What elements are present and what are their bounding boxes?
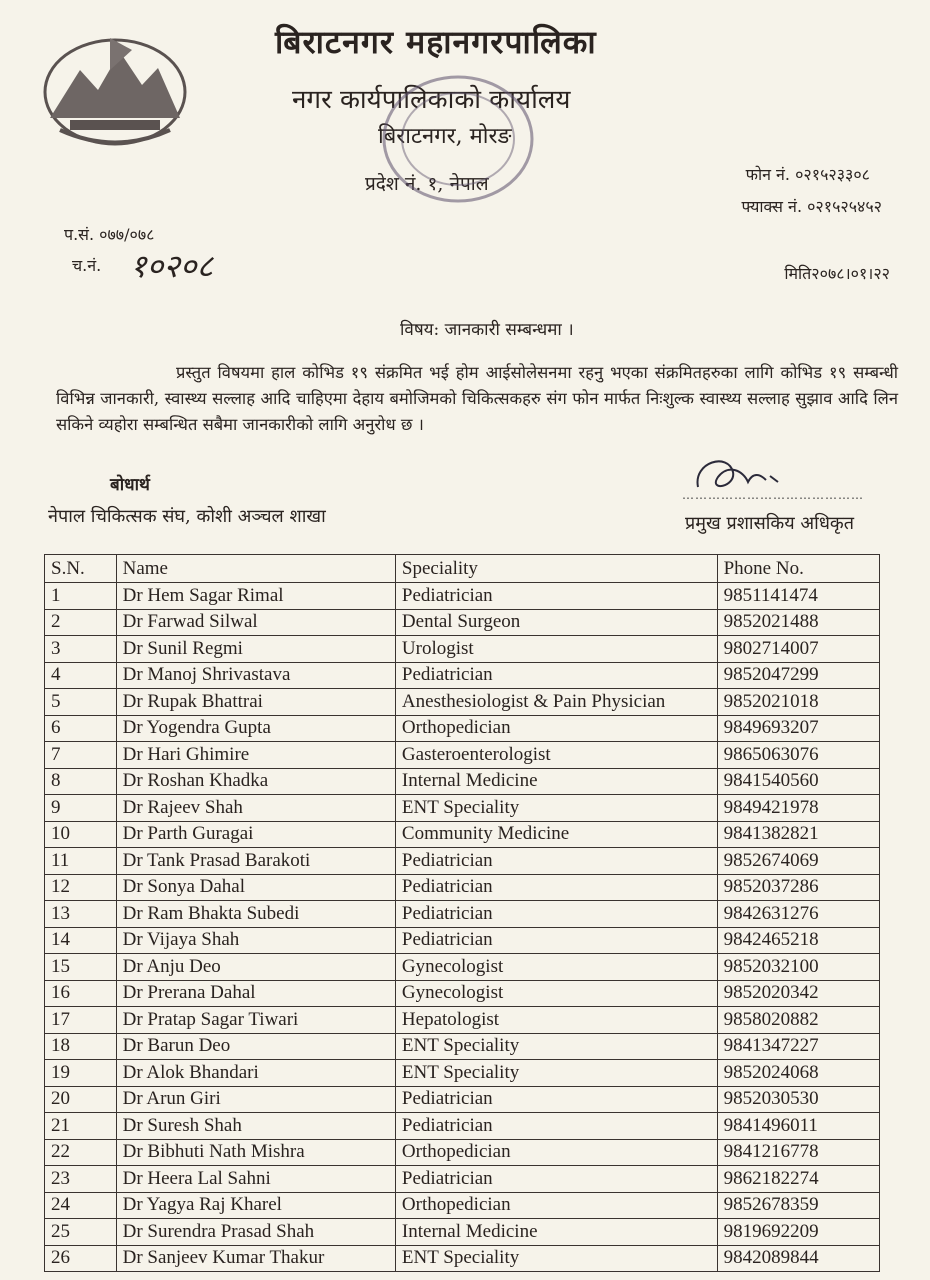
cell-speciality: Anesthesiologist & Pain Physician <box>395 689 717 716</box>
header-name: Name <box>116 555 395 583</box>
cell-sn: 24 <box>45 1192 117 1219</box>
table-row <box>45 874 880 901</box>
cell-speciality: ENT Speciality <box>395 795 717 822</box>
cell-name: Dr Hari Ghimire <box>116 742 395 769</box>
cell-speciality: Orthopedician <box>395 715 717 742</box>
cell-speciality: Urologist <box>395 636 717 663</box>
cell-sn: 4 <box>45 662 117 689</box>
cell-phone: 9865063076 <box>717 742 879 769</box>
cell-phone: 9852047299 <box>717 662 879 689</box>
cell-name: Dr Alok Bhandari <box>116 1060 395 1087</box>
cc-recipient: नेपाल चिकित्सक संघ, कोशी अञ्चल शाखा <box>48 506 326 527</box>
cell-speciality: Gasteroenterologist <box>395 742 717 769</box>
cell-phone: 9819692209 <box>717 1219 879 1246</box>
reference-number: प.सं. ०७७/०७८ <box>64 225 155 244</box>
header-sn: S.N. <box>45 555 117 583</box>
cc-label: बोधार्थ <box>110 475 150 495</box>
cell-phone: 9852021018 <box>717 689 879 716</box>
office-stamp <box>368 64 548 214</box>
office-city: बिराटनगर, मोरङ <box>378 124 512 149</box>
cell-name: Dr Sonya Dahal <box>116 874 395 901</box>
table-header-row <box>45 555 880 583</box>
cell-sn: 7 <box>45 742 117 769</box>
cell-speciality: Pediatrician <box>395 583 717 610</box>
cell-sn: 3 <box>45 636 117 663</box>
table-row <box>45 980 880 1007</box>
cell-sn: 18 <box>45 1033 117 1060</box>
cell-name: Dr Manoj Shrivastava <box>116 662 395 689</box>
table-row <box>45 1033 880 1060</box>
cell-name: Dr Barun Deo <box>116 1033 395 1060</box>
table-row <box>45 1060 880 1087</box>
cell-name: Dr Arun Giri <box>116 1086 395 1113</box>
table-row <box>45 821 880 848</box>
cell-name: Dr Heera Lal Sahni <box>116 1166 395 1193</box>
cell-name: Dr Vijaya Shah <box>116 927 395 954</box>
cell-speciality: Pediatrician <box>395 1166 717 1193</box>
fax-number: फ्याक्स नं. ०२१५२५४५२ <box>741 197 882 216</box>
cell-speciality: ENT Speciality <box>395 1245 717 1272</box>
letter-body: प्रस्तुत विषयमा हाल कोभिड १९ संक्रमित भई होम आईसोलेसनमा रहनु भएका संक्रमितहरुका लागि कोभिड १९ सम्बन्धी विभिन्न जानकारी, स्वास्थ्य सल्लाह आदि चाहिएमा देहाय बमोजिमको चिकित्सकहरु संग फोन मार्फत निःशुल्क स्वास्थ्य सल्लाह सुझाव आदि लिन सकिने व्यहोरा सम्बन्धित सबैमा जानकारीको लागि अनुरोध छ । <box>56 363 898 434</box>
header-speciality: Speciality <box>395 555 717 583</box>
cell-phone: 9841347227 <box>717 1033 879 1060</box>
table-row <box>45 1245 880 1272</box>
cell-sn: 16 <box>45 980 117 1007</box>
table-row <box>45 689 880 716</box>
cell-speciality: Orthopedician <box>395 1139 717 1166</box>
cell-phone: 9852032100 <box>717 954 879 981</box>
cell-name: Dr Farwad Silwal <box>116 609 395 636</box>
office-province: प्रदेश नं. १, नेपाल <box>365 173 489 195</box>
cell-speciality: Pediatrician <box>395 874 717 901</box>
cell-speciality: ENT Speciality <box>395 1060 717 1087</box>
dispatch-number: १०२०८ <box>130 247 214 285</box>
signatory-title: प्रमुख प्रशासकिय अधिकृत <box>685 513 854 534</box>
table-row <box>45 583 880 610</box>
letter-subject: विषय: जानकारी सम्बन्धमा । <box>400 320 574 340</box>
cell-speciality: Pediatrician <box>395 927 717 954</box>
cell-sn: 11 <box>45 848 117 875</box>
table-row <box>45 715 880 742</box>
cell-sn: 22 <box>45 1139 117 1166</box>
cell-sn: 20 <box>45 1086 117 1113</box>
cell-phone: 9852021488 <box>717 609 879 636</box>
cell-name: Dr Yagya Raj Kharel <box>116 1192 395 1219</box>
cell-speciality: Gynecologist <box>395 980 717 1007</box>
doctors-table <box>44 554 880 1272</box>
cell-sn: 2 <box>45 609 117 636</box>
table-row <box>45 1007 880 1034</box>
signature-line: …………………………………… <box>682 488 864 502</box>
cell-phone: 9842089844 <box>717 1245 879 1272</box>
cell-phone: 9841540560 <box>717 768 879 795</box>
cell-sn: 8 <box>45 768 117 795</box>
cell-name: Dr Suresh Shah <box>116 1113 395 1140</box>
cell-sn: 1 <box>45 583 117 610</box>
cell-phone: 9849421978 <box>717 795 879 822</box>
cell-name: Dr Sunil Regmi <box>116 636 395 663</box>
cell-name: Dr Tank Prasad Barakoti <box>116 848 395 875</box>
table-row <box>45 901 880 928</box>
stamp-icon <box>368 64 548 214</box>
cell-speciality: Internal Medicine <box>395 768 717 795</box>
cell-phone: 9852678359 <box>717 1192 879 1219</box>
municipality-title: बिराटनगर महानगरपालिका <box>275 23 597 61</box>
cell-phone: 9851141474 <box>717 583 879 610</box>
cell-sn: 26 <box>45 1245 117 1272</box>
cell-sn: 13 <box>45 901 117 928</box>
cell-phone: 9852030530 <box>717 1086 879 1113</box>
office-name: नगर कार्यपालिकाको कार्यालय <box>292 85 571 115</box>
cell-name: Dr Surendra Prasad Shah <box>116 1219 395 1246</box>
cell-speciality: Community Medicine <box>395 821 717 848</box>
cell-speciality: Pediatrician <box>395 1086 717 1113</box>
cell-phone: 9841382821 <box>717 821 879 848</box>
table-row <box>45 1166 880 1193</box>
cell-phone: 9802714007 <box>717 636 879 663</box>
cell-name: Dr Roshan Khadka <box>116 768 395 795</box>
cell-sn: 6 <box>45 715 117 742</box>
table-row <box>45 1113 880 1140</box>
cell-sn: 12 <box>45 874 117 901</box>
cell-phone: 9852020342 <box>717 980 879 1007</box>
cell-speciality: Pediatrician <box>395 848 717 875</box>
cell-sn: 14 <box>45 927 117 954</box>
government-emblem <box>40 30 190 148</box>
cell-sn: 10 <box>45 821 117 848</box>
table-row <box>45 795 880 822</box>
cell-sn: 17 <box>45 1007 117 1034</box>
cell-speciality: Internal Medicine <box>395 1219 717 1246</box>
cell-phone: 9858020882 <box>717 1007 879 1034</box>
cell-speciality: Hepatologist <box>395 1007 717 1034</box>
cell-speciality: Orthopedician <box>395 1192 717 1219</box>
table-row <box>45 927 880 954</box>
cell-phone: 9842631276 <box>717 901 879 928</box>
header-phone: Phone No. <box>717 555 879 583</box>
cell-phone: 9842465218 <box>717 927 879 954</box>
cell-name: Dr Hem Sagar Rimal <box>116 583 395 610</box>
cell-name: Dr Bibhuti Nath Mishra <box>116 1139 395 1166</box>
cell-phone: 9852674069 <box>717 848 879 875</box>
cell-phone: 9841216778 <box>717 1139 879 1166</box>
cell-phone: 9862182274 <box>717 1166 879 1193</box>
table-row <box>45 636 880 663</box>
dispatch-number-label: च.नं. <box>72 256 102 275</box>
cell-sn: 23 <box>45 1166 117 1193</box>
cell-sn: 25 <box>45 1219 117 1246</box>
phone-number: फोन नं. ०२१५२३३०८ <box>745 165 870 184</box>
cell-phone: 9852024068 <box>717 1060 879 1087</box>
cell-sn: 9 <box>45 795 117 822</box>
cell-name: Dr Anju Deo <box>116 954 395 981</box>
cell-name: Dr Parth Guragai <box>116 821 395 848</box>
cell-speciality: Pediatrician <box>395 901 717 928</box>
table-row <box>45 1139 880 1166</box>
cell-name: Dr Prerana Dahal <box>116 980 395 1007</box>
cell-name: Dr Rajeev Shah <box>116 795 395 822</box>
cell-sn: 5 <box>45 689 117 716</box>
table-row <box>45 954 880 981</box>
table-row <box>45 662 880 689</box>
cell-name: Dr Pratap Sagar Tiwari <box>116 1007 395 1034</box>
table-row <box>45 848 880 875</box>
table-row <box>45 1192 880 1219</box>
table-row <box>45 1086 880 1113</box>
cell-name: Dr Yogendra Gupta <box>116 715 395 742</box>
cell-name: Dr Sanjeev Kumar Thakur <box>116 1245 395 1272</box>
cell-speciality: Gynecologist <box>395 954 717 981</box>
letter-date: मिति२०७८।०१।२२ <box>784 264 890 283</box>
table-row <box>45 742 880 769</box>
cell-sn: 21 <box>45 1113 117 1140</box>
cell-sn: 19 <box>45 1060 117 1087</box>
table-row <box>45 768 880 795</box>
cell-phone: 9849693207 <box>717 715 879 742</box>
cell-speciality: Pediatrician <box>395 662 717 689</box>
emblem-icon <box>40 30 190 148</box>
cell-sn: 15 <box>45 954 117 981</box>
cell-speciality: Dental Surgeon <box>395 609 717 636</box>
table-row <box>45 1219 880 1246</box>
cell-phone: 9852037286 <box>717 874 879 901</box>
cell-speciality: Pediatrician <box>395 1113 717 1140</box>
cell-speciality: ENT Speciality <box>395 1033 717 1060</box>
cell-name: Dr Ram Bhakta Subedi <box>116 901 395 928</box>
cell-phone: 9841496011 <box>717 1113 879 1140</box>
table-row <box>45 609 880 636</box>
cell-name: Dr Rupak Bhattrai <box>116 689 395 716</box>
